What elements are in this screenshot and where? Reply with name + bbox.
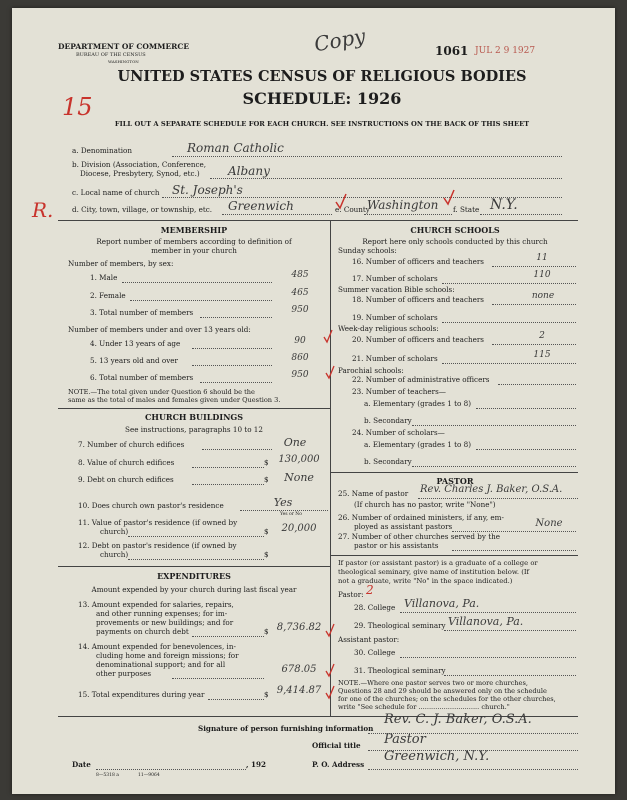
s21-label: 21. Number of scholars — [352, 354, 438, 363]
dollar-sign-15: $ — [264, 690, 269, 699]
signature-label: Signature of person furnishing information — [198, 724, 374, 733]
residence-value: Yes — [273, 496, 293, 509]
p30-label: 30. College — [354, 648, 396, 657]
check-mark-icon — [442, 188, 456, 206]
exp14-line-2: cluding home and foreign missions; for — [96, 651, 239, 660]
pastor-note-3: for one of the churches; on the schedules for the other churches, — [338, 695, 556, 703]
print-code-2: 11—9064 — [138, 773, 160, 778]
denomination-label: a. Denomination — [72, 146, 132, 155]
division-label-2: Diocese, Presbytery, Synod, etc.) — [80, 169, 200, 178]
print-code-1: 8—5318 a — [96, 773, 119, 778]
city-value: Greenwich — [228, 199, 294, 213]
s20-value: 2 — [539, 331, 545, 341]
summer-label: Summer vacation Bible schools: — [338, 285, 455, 294]
female-label: 2. Female — [90, 291, 126, 300]
male-label: 1. Male — [90, 273, 118, 282]
p25-value: Rev. Charles J. Baker, O.S.A. — [420, 484, 563, 495]
po-address-label: P. O. Address — [312, 760, 365, 769]
s17-value: 110 — [533, 270, 551, 280]
official-title-value: Pastor — [384, 732, 426, 747]
p31-label: 31. Theological seminary — [354, 666, 446, 675]
res-debt-label-2: church) — [100, 550, 129, 559]
exp14-line-4: other purposes — [96, 669, 152, 678]
p29-value: Villanova, Pa. — [448, 615, 524, 628]
city-label: d. City, town, village, or township, etc. — [72, 205, 213, 214]
expenditures-sub: Amount expended by your church during last fiscal year — [91, 585, 297, 594]
yes-no-caption: Yes or No — [280, 512, 302, 517]
state-label: f. State — [453, 205, 480, 214]
schedule-number: 1061 — [435, 44, 469, 58]
s23a-label: a. Elementary (grades 1 to 8) — [364, 399, 471, 408]
side-number: 15 — [62, 93, 93, 121]
female-value: 465 — [291, 288, 309, 298]
s23-label: 23. Number of teachers— — [352, 387, 446, 396]
exp13-value: 8,736.82 — [276, 622, 322, 633]
total-members-value-1: 950 — [291, 305, 309, 315]
date-label: Date — [72, 760, 91, 769]
check-mark-icon — [324, 684, 336, 700]
date-year: , 192 — [246, 760, 267, 769]
p29-label: 29. Theological seminary — [354, 621, 446, 630]
membership-intro-1: Report number of members according to definition of — [96, 237, 292, 246]
exp14-value: 678.05 — [281, 664, 317, 675]
buildings-heading: CHURCH BUILDINGS — [145, 412, 243, 422]
check-mark-icon — [324, 662, 336, 678]
city-name: WASHINGTON — [108, 59, 139, 64]
pastor-label: Pastor: — [338, 590, 364, 599]
census-schedule-sheet — [12, 8, 615, 794]
instructions-line: FILL OUT A SEPARATE SCHEDULE FOR EACH CHURCH. SEE INSTRUCTIONS ON THE BACK OF THIS SHEET — [114, 120, 530, 128]
by-sex-label: Number of members, by sex: — [68, 259, 174, 268]
under-13-label: 4. Under 13 years of age — [90, 339, 181, 348]
county-label: e. County — [335, 205, 370, 214]
pastor-heading: PASTOR — [436, 476, 474, 486]
schools-intro: Report here only schools conducted by this church — [362, 237, 548, 246]
graduate-note-1: If pastor (or assistant pastor) is a graduate of a college or — [338, 559, 538, 567]
weekday-label: Week-day religious schools: — [338, 324, 439, 333]
s17-label: 17. Number of scholars — [352, 274, 438, 283]
p26-line-1: 26. Number of ordained ministers, if any, em- — [338, 513, 504, 522]
res-debt-label-1: 12. Debt on pastor's residence (if owned by — [78, 541, 237, 550]
dollar-sign-9: $ — [264, 475, 269, 484]
over-13-label: 5. 13 years old and over — [90, 356, 178, 365]
bureau-name: BUREAU OF THE CENSUS — [76, 52, 146, 58]
check-mark-icon — [324, 364, 336, 380]
edifices-value-amount: 130,000 — [278, 454, 320, 465]
s16-value: 11 — [536, 253, 548, 263]
s18-value: none — [531, 291, 555, 301]
exp14-line-3: denominational support; and for all — [96, 660, 226, 669]
membership-intro-2: member in your church — [151, 246, 237, 255]
department-name: DEPARTMENT OF COMMERCE — [58, 42, 190, 51]
local-name-value: St. Joseph's — [172, 183, 243, 197]
under-13-value: 90 — [294, 336, 306, 346]
division-value: Albany — [228, 164, 270, 178]
exp13-line-2: and other running expenses; for im- — [96, 609, 228, 618]
received-stamp: JUL 2 9 1927 — [475, 46, 536, 56]
p27-line-2: pastor or his assistants — [354, 541, 439, 550]
s21-value: 115 — [533, 350, 551, 360]
denomination-value: Roman Catholic — [187, 141, 284, 155]
p25-label: 25. Name of pastor — [338, 489, 409, 498]
p28-label: 28. College — [354, 603, 396, 612]
s18-label: 18. Number of officers and teachers — [352, 295, 484, 304]
edifices-debt-value: None — [284, 471, 314, 484]
edifices-label: 7. Number of church edifices — [78, 440, 185, 449]
exp14-line-1: 14. Amount expended for benevolences, in- — [78, 642, 236, 651]
state-value: N.Y. — [490, 197, 518, 213]
exp13-line-4: payments on church debt — [96, 627, 189, 636]
schools-heading: CHURCH SCHOOLS — [410, 225, 500, 235]
s22-label: 22. Number of administrative officers — [352, 375, 490, 384]
p26-value: None — [535, 518, 563, 529]
check-mark-icon — [322, 328, 334, 344]
s20-label: 20. Number of officers and teachers — [352, 335, 484, 344]
p26-line-2: ployed as assistant pastors — [354, 522, 453, 531]
total-members-label-1: 3. Total number of members — [90, 308, 194, 317]
p28-value: Villanova, Pa. — [404, 597, 480, 610]
pastor-note-4: write "See schedule for ............................. church." — [338, 703, 510, 711]
signature-value: Rev. C. J. Baker, O.S.A. — [384, 712, 532, 727]
graduate-note-2: theological seminary, give name of institution below. (If — [338, 568, 530, 576]
graduate-note-3: not a graduate, write "No" in the space indicated.) — [338, 577, 513, 585]
membership-note-2: same as the total of males and females given under Question 3. — [68, 396, 281, 404]
check-mark-icon — [324, 622, 336, 638]
edifices-debt-label: 9. Debt on church edifices — [78, 475, 174, 484]
membership-note-1: NOTE.—The total given under Question 6 should be the — [68, 388, 255, 396]
exp13-line-3: provements or new buildings; and for — [96, 618, 234, 627]
official-title-label: Official title — [312, 741, 361, 750]
p27-line-1: 27. Number of other churches served by the — [338, 532, 501, 541]
buildings-sub: See instructions, paragraphs 10 to 12 — [125, 425, 263, 434]
division-label-1: b. Division (Association, Conference, — [72, 160, 207, 169]
s16-label: 16. Number of officers and teachers — [352, 257, 484, 266]
dollar-sign-13: $ — [264, 627, 269, 636]
res-value-label-1: 11. Value of pastor's residence (if owned by — [78, 518, 238, 527]
sunday-label: Sunday schools: — [338, 246, 397, 255]
pastor-note-2: Questions 28 and 29 should be answered only on the schedule — [338, 687, 547, 695]
res-value-label-2: church) — [100, 527, 129, 536]
copy-mark: Copy — [312, 23, 368, 57]
edifices-value: One — [283, 436, 307, 449]
total-members-value-2: 950 — [291, 370, 309, 380]
exp15-value: 9,414.87 — [276, 685, 322, 696]
schedule-title: SCHEDULE: 1926 — [242, 89, 402, 108]
dollar-sign-11: $ — [264, 527, 269, 536]
s24a-label: a. Elementary (grades 1 to 8) — [364, 440, 471, 449]
pastor-mark: 2 — [366, 583, 374, 597]
res-value-amount: 20,000 — [281, 523, 317, 534]
dollar-sign-8: $ — [264, 458, 269, 467]
s24b-label: b. Secondary — [364, 457, 412, 466]
s24-label: 24. Number of scholars— — [352, 428, 445, 437]
r-mark: R. — [32, 198, 54, 222]
county-value: Washington — [367, 198, 439, 212]
exp15-label: 15. Total expenditures during year — [78, 690, 205, 699]
s19-label: 19. Number of scholars — [352, 313, 438, 322]
expenditures-heading: EXPENDITURES — [157, 571, 231, 581]
check-mark-icon — [334, 192, 348, 210]
dollar-sign-12: $ — [264, 550, 269, 559]
edifices-value-label: 8. Value of church edifices — [78, 458, 175, 467]
po-address-value: Greenwich, N.Y. — [384, 749, 490, 764]
total-members-label-2: 6. Total number of members — [90, 373, 194, 382]
pastor-note-1: NOTE.—Where one pastor serves two or more churches, — [338, 679, 528, 687]
p25-note: (If church has no pastor, write "None") — [354, 500, 496, 509]
form-title: UNITED STATES CENSUS OF RELIGIOUS BODIES — [117, 68, 527, 85]
local-name-label: c. Local name of church — [72, 188, 160, 197]
parochial-label: Parochial schools: — [338, 366, 404, 375]
assistant-label: Assistant pastor: — [338, 635, 400, 644]
male-value: 485 — [291, 270, 309, 280]
exp13-line-1: 13. Amount expended for salaries, repairs, — [78, 600, 234, 609]
over-13-value: 860 — [291, 353, 309, 363]
residence-label: 10. Does church own pastor's residence — [78, 501, 224, 510]
age-intro: Number of members under and over 13 years old: — [68, 325, 251, 334]
s23b-label: b. Secondary — [364, 416, 412, 425]
membership-heading: MEMBERSHIP — [160, 225, 228, 235]
